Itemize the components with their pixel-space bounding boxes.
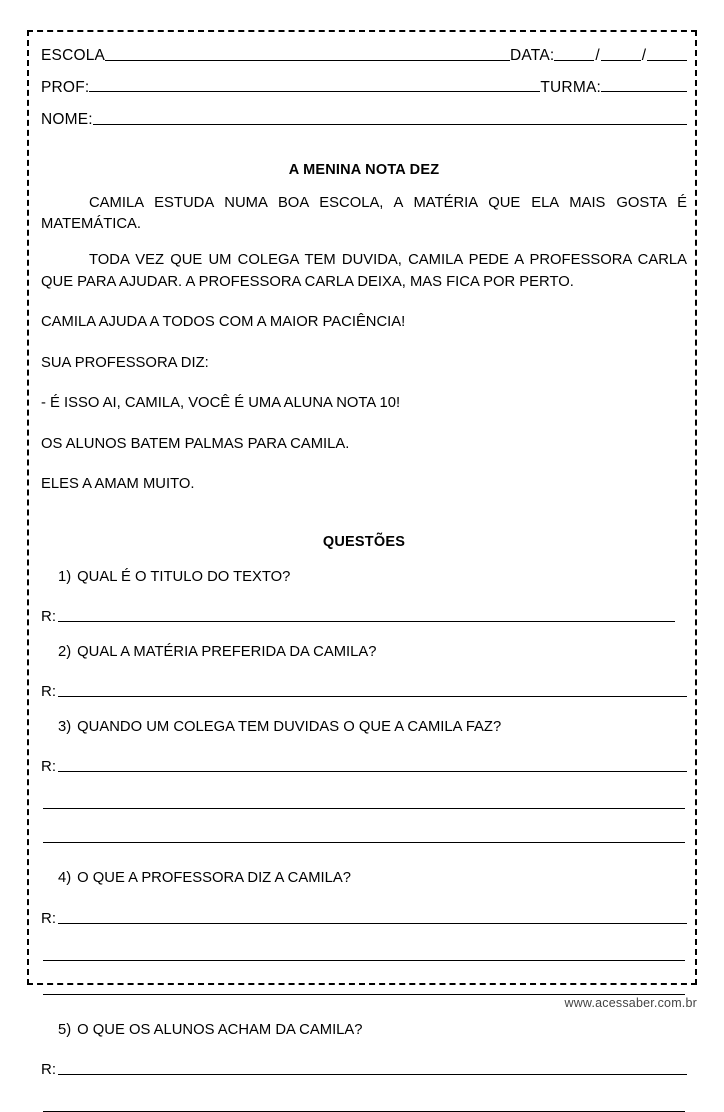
answer-blank-line[interactable] — [43, 960, 685, 961]
story-paragraph: TODA VEZ QUE UM COLEGA TEM DUVIDA, CAMILA PEDE A PROFESSORA CARLA QUE PARA AJUDAR. A PROFESSORA CARLA DEIXA, MAS FICA POR PERTO. — [41, 252, 687, 290]
answer-blank-line[interactable] — [43, 808, 685, 809]
answer-label: R: — [41, 683, 56, 701]
question-text — [58, 718, 687, 737]
question-number: 3) — [58, 719, 72, 736]
question-label: O QUE A PROFESSORA DIZ A CAMILA? — [77, 870, 352, 887]
answer-row — [41, 608, 687, 625]
questions-heading: QUESTÕES — [322, 533, 406, 550]
answer-label: R: — [41, 909, 56, 927]
question-text — [58, 643, 687, 662]
data-month-input-line[interactable] — [601, 60, 641, 61]
story-paragraph: - É ISSO AI, CAMILA, VOCÊ É UMA ALUNA NOTA 10! — [41, 395, 401, 412]
story-paragraph: SUA PROFESSORA DIZ: — [41, 354, 209, 371]
question-number: 1) — [58, 568, 72, 585]
answer-row — [41, 758, 687, 775]
escola-label: ESCOLA — [41, 47, 106, 64]
question-number: 2) — [58, 643, 72, 660]
question-number: 5) — [58, 1021, 72, 1038]
prof-input-line[interactable] — [89, 91, 540, 92]
answer-label: R: — [41, 1060, 56, 1078]
question-label: QUAL É O TITULO DO TEXTO? — [77, 568, 291, 585]
answer-input-line[interactable] — [58, 923, 687, 924]
answer-blank-line[interactable] — [43, 994, 685, 995]
turma-label: TURMA: — [540, 78, 601, 96]
question-block-2 — [41, 643, 687, 700]
answer-label: R: — [41, 607, 56, 625]
answer-input-line[interactable] — [58, 696, 687, 697]
nome-label: NOME: — [41, 111, 93, 128]
question-block-4 — [41, 869, 687, 994]
data-slash-1: / — [595, 47, 600, 64]
header-row-prof-turma — [41, 80, 687, 96]
answer-row — [41, 910, 687, 927]
data-year-input-line[interactable] — [647, 60, 687, 61]
question-text — [58, 869, 687, 888]
question-number: 4) — [58, 870, 72, 887]
turma-input-line[interactable] — [601, 91, 687, 92]
data-slash-2: / — [641, 47, 646, 64]
question-label: QUAL A MATÉRIA PREFERIDA DA CAMILA? — [77, 643, 377, 660]
question-label: O QUE OS ALUNOS ACHAM DA CAMILA? — [77, 1021, 363, 1038]
answer-blank-line[interactable] — [43, 842, 685, 843]
story-paragraph: CAMILA AJUDA A TODOS COM A MAIOR PACIÊNCIA! — [41, 314, 406, 331]
question-block-5 — [41, 1021, 687, 1112]
story-title: A MENINA NOTA DEZ — [288, 161, 440, 178]
escola-input-line[interactable] — [105, 60, 510, 61]
prof-label: PROF: — [41, 78, 90, 96]
site-footer: www.acessaber.com.br — [564, 996, 697, 1010]
question-block-1 — [41, 568, 687, 625]
story-paragraph: OS ALUNOS BATEM PALMAS PARA CAMILA. — [41, 435, 350, 452]
answer-row — [41, 1061, 687, 1078]
answer-label: R: — [41, 758, 56, 776]
story-paragraph: CAMILA ESTUDA NUMA BOA ESCOLA, A MATÉRIA QUE ELA MAIS GOSTA É MATEMÁTICA. — [41, 194, 687, 232]
answer-input-line[interactable] — [58, 621, 675, 622]
question-block-3 — [41, 718, 687, 843]
question-text — [58, 568, 687, 587]
question-text — [58, 1021, 687, 1040]
data-label: DATA: — [510, 47, 555, 64]
data-day-input-line[interactable] — [554, 60, 594, 61]
answer-row — [41, 683, 687, 700]
answer-input-line[interactable] — [58, 1074, 687, 1075]
answer-input-line[interactable] — [58, 771, 687, 772]
header-row-escola-data — [41, 48, 687, 64]
question-label: QUANDO UM COLEGA TEM DUVIDAS O QUE A CAMILA FAZ? — [77, 719, 502, 736]
nome-input-line[interactable] — [93, 124, 687, 125]
story-paragraph: ELES A AMAM MUITO. — [41, 476, 195, 493]
story-section — [41, 162, 687, 496]
header-row-nome — [41, 112, 687, 128]
